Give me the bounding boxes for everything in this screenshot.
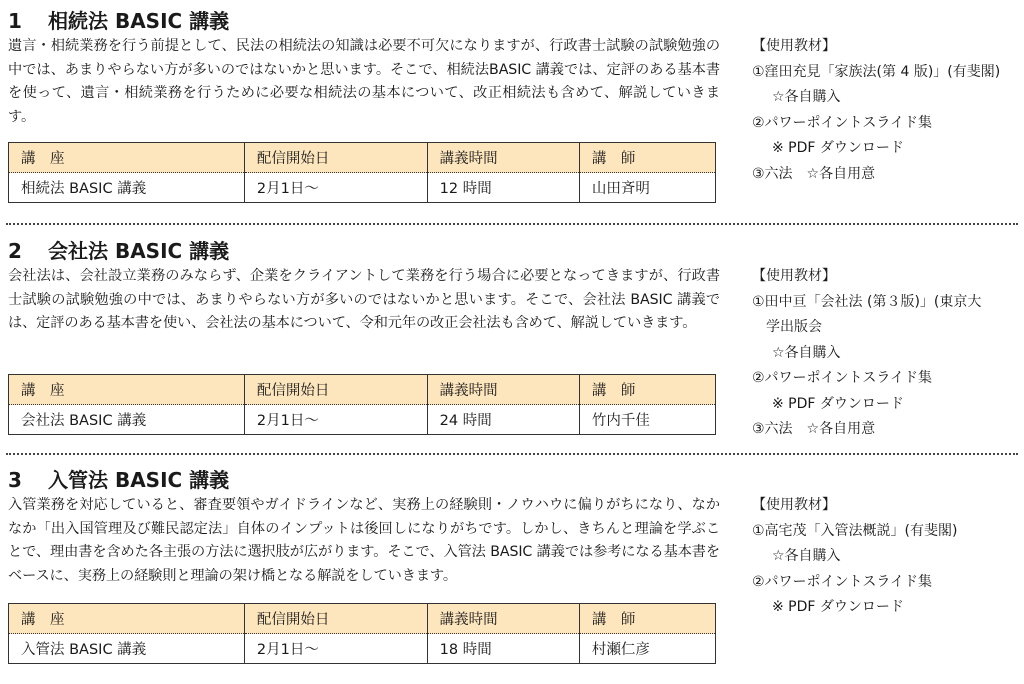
material-line: ※ PDF ダウンロード [772, 395, 904, 412]
material-line: ②パワーポイントスライド集 [752, 114, 932, 131]
section-title-text: 会社法 BASIC 講義 [48, 239, 230, 263]
material-line: ③六法 ☆各自用意 [752, 421, 876, 437]
materials-heading: 【使用教材】 [752, 38, 836, 54]
section-description: 入管業務を対応していると、審査要領やガイドラインなど、実務上の経験則・ノウハウに偏りがちになり、なかなか「出入国管理及び難民認定法」自体のインプットは後回しになりがちです。しかし、きちんと理論を学ぶことで、理由書を含めた各主張の方法に選択肢が広がります。そこで、入管法 BASIC 講義では参考になる基本書をベースに、実務上の経験則と理論の架け橋となる解説をしていきます。 [8, 497, 720, 584]
cell-start-date: 2月1日〜 [244, 173, 427, 203]
section-number: 3 [8, 468, 22, 492]
cell-course: 相続法 BASIC 講義 [9, 173, 245, 203]
material-line: ①田中亘「会社法 (第３版)」(東京大 [752, 293, 982, 310]
material-line: ※ PDF ダウンロード [772, 140, 904, 156]
cell-course: 会社法 BASIC 講義 [9, 405, 245, 435]
header-hours: 講義時間 [427, 375, 579, 405]
table-row [9, 405, 716, 435]
section-inheritance [0, 8, 1024, 218]
section-title [8, 238, 229, 264]
header-course: 講 座 [9, 143, 245, 173]
header-start-date: 配信開始日 [244, 375, 427, 405]
cell-hours: 24 時間 [427, 405, 579, 435]
materials-list [752, 264, 1024, 443]
materials-heading: 【使用教材】 [752, 268, 836, 284]
section-description: 遺言・相続業務を行う前提として、民法の相続法の知識は必要不可欠になりますが、行政書士試験の試験勉強の中では、あまりやらない方が多いのではないかと思います。そこで、相続法BASIC 講義では、定評のある基本書を使って、遺言・相続業務を行うために必要な相続法の基本について、改正相続法も含めて、解説していきます。 [8, 38, 720, 125]
section-title-text: 入管法 BASIC 講義 [48, 468, 230, 492]
cell-lecturer: 竹内千佳 [579, 405, 715, 435]
section-company-law [0, 238, 1024, 448]
header-lecturer: 講 師 [579, 604, 715, 634]
material-line: ※ PDF ダウンロード [772, 599, 904, 615]
material-line: ③六法 ☆各自用意 [752, 165, 876, 182]
table-row [9, 173, 716, 203]
section-title [8, 467, 229, 493]
table-header-row [9, 604, 716, 634]
cell-lecturer: 山田斉明 [579, 173, 715, 203]
material-line: ②パワーポイントスライド集 [752, 370, 932, 386]
table-header-row [9, 375, 716, 405]
cell-course: 入管法 BASIC 講義 [9, 634, 245, 664]
section-divider [6, 223, 1018, 225]
material-line: ②パワーポイントスライド集 [752, 573, 932, 590]
header-course: 講 座 [9, 604, 245, 634]
course-table [8, 142, 716, 203]
header-hours: 講義時間 [427, 143, 579, 173]
table-header-row [9, 143, 716, 173]
header-course: 講 座 [9, 375, 245, 405]
course-table [8, 603, 716, 664]
header-start-date: 配信開始日 [244, 604, 427, 634]
materials-heading: 【使用教材】 [752, 497, 836, 513]
header-lecturer: 講 師 [579, 143, 715, 173]
course-table [8, 374, 716, 435]
section-title-text: 相続法 BASIC 講義 [48, 9, 230, 33]
section-immigration-law [0, 467, 1024, 684]
material-line: ☆各自購入 [772, 89, 841, 105]
header-hours: 講義時間 [427, 604, 579, 634]
material-line: ①高宅茂「入管法概説」(有斐閣) [752, 522, 958, 539]
section-divider [6, 453, 1018, 455]
header-lecturer: 講 師 [579, 375, 715, 405]
section-description: 会社法は、会社設立業務のみならず、企業をクライアントして業務を行う場合に必要となってきますが、行政書士試験の試験勉強の中では、あまりやらない方が多いのではないかと思います。そこで、会社法 BASIC 講義では、定評のある基本書を使い、会社法の基本について、令和元年の改正会社法も含めて、解説していきます。 [8, 268, 720, 331]
section-number: 1 [8, 9, 22, 33]
cell-hours: 12 時間 [427, 173, 579, 203]
section-title [8, 8, 229, 34]
header-start-date: 配信開始日 [244, 143, 427, 173]
cell-lecturer: 村瀬仁彦 [579, 634, 715, 664]
materials-list [752, 493, 1024, 621]
cell-hours: 18 時間 [427, 634, 579, 664]
section-number: 2 [8, 239, 22, 263]
cell-start-date: 2月1日〜 [244, 634, 427, 664]
materials-list [752, 34, 1024, 187]
material-line: 学出版会 [766, 319, 822, 335]
material-line: ①窪田充見「家族法(第 4 版)」(有斐閣) [752, 63, 1001, 80]
table-row [9, 634, 716, 664]
material-line: ☆各自購入 [772, 344, 841, 361]
material-line: ☆各自購入 [772, 548, 841, 564]
cell-start-date: 2月1日〜 [244, 405, 427, 435]
